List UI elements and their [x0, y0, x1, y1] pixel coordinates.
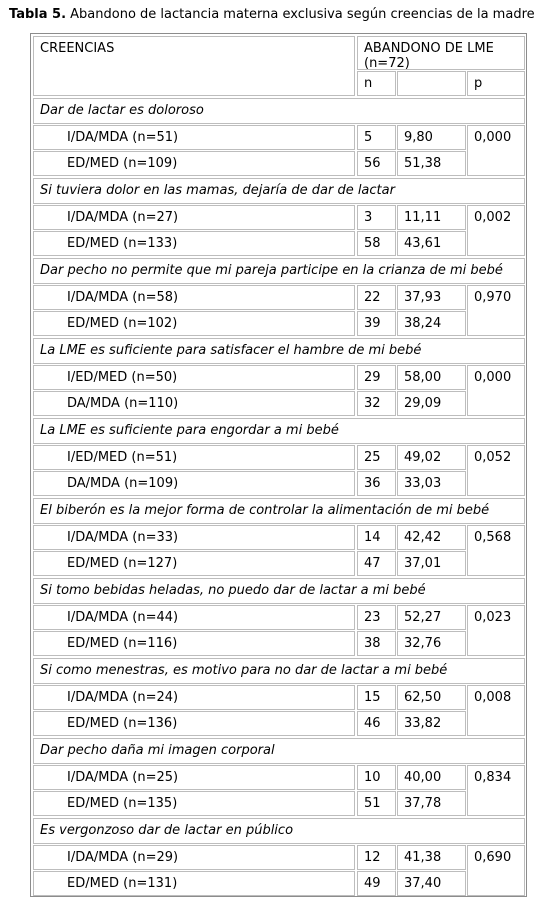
group-title: Si tuviera dolor en las mamas, dejaría de dar de lactar — [33, 178, 525, 204]
row-label: I/DA/MDA (n=51) — [33, 125, 355, 150]
row-pct: 33,82 — [397, 711, 466, 736]
row-n: 38 — [357, 631, 396, 656]
row-label: I/DA/MDA (n=24) — [33, 685, 355, 710]
row-pct: 42,42 — [397, 525, 466, 550]
row-label: ED/MED (n=133) — [33, 231, 355, 256]
row-label: ED/MED (n=127) — [33, 551, 355, 576]
row-pct: 41,38 — [397, 845, 466, 870]
row-pct: 37,40 — [397, 871, 466, 896]
group-title: Dar pecho no permite que mi pareja participe en la crianza de mi bebé — [33, 258, 525, 284]
row-n: 3 — [357, 205, 396, 230]
row-label: ED/MED (n=116) — [33, 631, 355, 656]
row-n: 25 — [357, 445, 396, 470]
row-pct: 32,76 — [397, 631, 466, 656]
header-abandono-label: ABANDONO DE LME — [364, 41, 494, 56]
row-label: I/ED/MED (n=51) — [33, 445, 355, 470]
group-p-value: 0,568 — [467, 525, 525, 576]
row-n: 51 — [357, 791, 396, 816]
row-n: 49 — [357, 871, 396, 896]
row-label: ED/MED (n=109) — [33, 151, 355, 176]
group-p-value: 0,000 — [467, 125, 525, 176]
row-label: I/ED/MED (n=50) — [33, 365, 355, 390]
header-p: p — [467, 71, 525, 96]
group-title: Dar de lactar es doloroso — [33, 98, 525, 124]
header-abandono-n: (n=72) — [364, 56, 410, 70]
group-p-value: 0,023 — [467, 605, 525, 656]
row-pct: 51,38 — [397, 151, 466, 176]
table-caption — [9, 7, 535, 22]
group-title: La LME es suficiente para engordar a mi bebé — [33, 418, 525, 444]
row-pct: 11,11 — [397, 205, 466, 230]
row-pct: 52,27 — [397, 605, 466, 630]
header-pct — [397, 71, 466, 96]
row-label: I/DA/MDA (n=33) — [33, 525, 355, 550]
row-n: 22 — [357, 285, 396, 310]
group-title: El biberón es la mejor forma de controlar la alimentación de mi bebé — [33, 498, 525, 524]
row-n: 32 — [357, 391, 396, 416]
row-label: I/DA/MDA (n=27) — [33, 205, 355, 230]
row-n: 5 — [357, 125, 396, 150]
row-n: 29 — [357, 365, 396, 390]
row-pct: 9,80 — [397, 125, 466, 150]
row-label: DA/MDA (n=109) — [33, 471, 355, 496]
beliefs-table — [30, 33, 527, 897]
row-label: I/DA/MDA (n=44) — [33, 605, 355, 630]
row-pct: 29,09 — [397, 391, 466, 416]
row-n: 12 — [357, 845, 396, 870]
row-n: 15 — [357, 685, 396, 710]
row-label: ED/MED (n=131) — [33, 871, 355, 896]
row-n: 36 — [357, 471, 396, 496]
row-n: 47 — [357, 551, 396, 576]
row-pct: 62,50 — [397, 685, 466, 710]
row-n: 58 — [357, 231, 396, 256]
group-p-value: 0,690 — [467, 845, 525, 896]
group-p-value: 0,834 — [467, 765, 525, 816]
row-pct: 38,24 — [397, 311, 466, 336]
header-n: n — [357, 71, 396, 96]
row-pct: 37,93 — [397, 285, 466, 310]
group-p-value: 0,008 — [467, 685, 525, 736]
caption-label: Tabla 5. — [9, 7, 67, 22]
row-label: ED/MED (n=136) — [33, 711, 355, 736]
row-label: I/DA/MDA (n=58) — [33, 285, 355, 310]
group-p-value: 0,970 — [467, 285, 525, 336]
row-pct: 40,00 — [397, 765, 466, 790]
group-title: Dar pecho daña mi imagen corporal — [33, 738, 525, 764]
row-label: ED/MED (n=102) — [33, 311, 355, 336]
caption-text: Abandono de lactancia materna exclusiva según creencias de la madre — [66, 7, 535, 22]
header-abandono — [357, 36, 525, 70]
header-creencias: CREENCIAS — [33, 36, 355, 96]
row-label: ED/MED (n=135) — [33, 791, 355, 816]
group-p-value: 0,052 — [467, 445, 525, 496]
row-pct: 33,03 — [397, 471, 466, 496]
row-label: DA/MDA (n=110) — [33, 391, 355, 416]
row-pct: 37,78 — [397, 791, 466, 816]
group-p-value: 0,000 — [467, 365, 525, 416]
row-pct: 49,02 — [397, 445, 466, 470]
row-n: 14 — [357, 525, 396, 550]
row-n: 46 — [357, 711, 396, 736]
row-n: 23 — [357, 605, 396, 630]
group-title: Si como menestras, es motivo para no dar de lactar a mi bebé — [33, 658, 525, 684]
row-pct: 37,01 — [397, 551, 466, 576]
row-n: 39 — [357, 311, 396, 336]
row-label: I/DA/MDA (n=29) — [33, 845, 355, 870]
row-pct: 58,00 — [397, 365, 466, 390]
row-pct: 43,61 — [397, 231, 466, 256]
group-title: La LME es suficiente para satisfacer el hambre de mi bebé — [33, 338, 525, 364]
group-title: Si tomo bebidas heladas, no puedo dar de lactar a mi bebé — [33, 578, 525, 604]
row-label: I/DA/MDA (n=25) — [33, 765, 355, 790]
row-n: 56 — [357, 151, 396, 176]
group-title: Es vergonzoso dar de lactar en público — [33, 818, 525, 844]
group-p-value: 0,002 — [467, 205, 525, 256]
row-n: 10 — [357, 765, 396, 790]
